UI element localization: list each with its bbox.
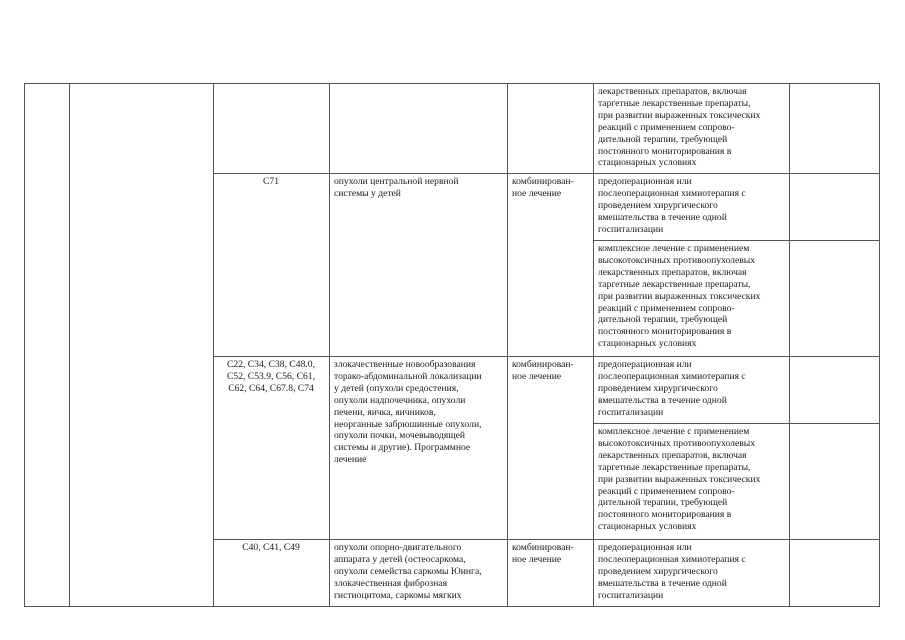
icd-code-cell: C71 <box>263 176 279 187</box>
column-border <box>879 83 880 607</box>
treatment-method-cell: предоперационная или послеоперационная химиотерапия с проведением хирургического вмешательства в течение одной госпитализации <box>598 542 746 601</box>
column-border <box>507 83 508 607</box>
column-border <box>593 83 594 607</box>
diagnosis-cell: опухоли центральной нервной системы у детей <box>334 176 459 199</box>
treatment-type-cell: комбинирован- ное лечение <box>512 359 574 382</box>
table-bottom-border <box>24 606 879 607</box>
column-border <box>789 83 790 607</box>
diagnosis-cell: злокачественные новообразования торако-абдоминальной локализации у детей (опухоли средостения, опухоли надпочечника, опухоли печени, яичка, яичников, неорганные забрюшинные опухоли, опухоли почки, мочевыводящей системы и другие). Программное лечение <box>334 359 482 466</box>
row-border <box>213 173 879 174</box>
icd-code-cell: C40, C41, C49 <box>242 542 300 553</box>
treatment-method-cell: комплексное лечение с применением высокотоксичных противоопухолевых лекарственных препаратов, включая таргетные лекарственные препараты, при развитии выраженных токсических реакций с применением сопрово- дительной терапии, требующей постоянного мониторирования в стационарных условиях <box>598 243 761 350</box>
treatment-method-cell: комплексное лечение с применением высокотоксичных противоопухолевых лекарственных препаратов, включая таргетные лекарственные препараты, при развитии выраженных токсических реакций с применением сопрово- дительной терапии, требующей постоянного мониторирования в стационарных условиях <box>598 426 761 533</box>
row-border <box>213 539 879 540</box>
treatment-method-cell: предоперационная или послеоперационная химиотерапия с проведением хирургического вмешательства в течение одной госпитализации <box>598 359 746 418</box>
subrow-border <box>593 423 879 424</box>
treatment-type-cell: комбинирован- ное лечение <box>512 176 574 199</box>
table-top-border <box>24 83 879 84</box>
column-border <box>24 83 25 607</box>
treatment-type-cell: комбинирован- ное лечение <box>512 542 574 565</box>
treatment-method-cell: предоперационная или послеоперационная химиотерапия с проведением хирургического вмешательства в течение одной госпитализации <box>598 176 746 235</box>
diagnosis-cell: опухоли опорно-двигательного аппарата у детей (остеосаркома, опухоли семейства саркомы Юинга, злокачественная фиброзная гистиоцитома, саркомы мягких <box>334 542 482 601</box>
column-border <box>69 83 70 607</box>
column-border <box>329 83 330 607</box>
subrow-border <box>593 240 879 241</box>
icd-code-cell: C22, C34, C38, C48.0, C52, C53.9, C56, C61, C62, C64, C67.8, C74 <box>227 359 315 394</box>
column-border <box>213 83 214 607</box>
treatment-method-cell: лекарственных препаратов, включая таргетные лекарственные препараты, при развитии выраженных токсических реакций с применением сопрово- дительной терапии, требующей постоянного мониторирования в стационарных условиях <box>598 86 761 169</box>
row-border <box>213 356 879 357</box>
